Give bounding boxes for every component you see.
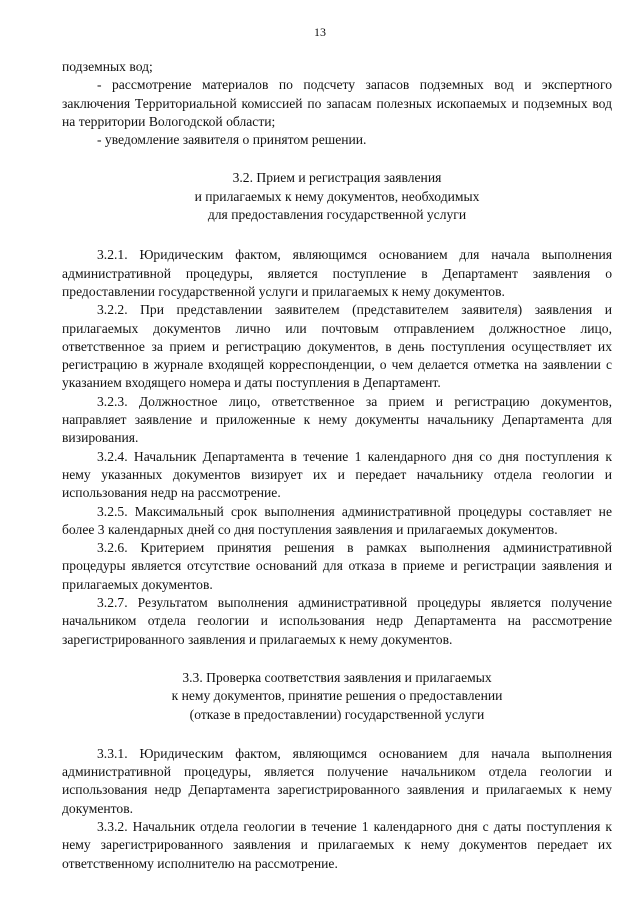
paragraph-3-2-2: 3.2.2. При представлении заявителем (представителем заявителя) заявления и прилагаемых документов лично или почтовым отправлением должностное лицо, ответственное за прием и регистрацию документов, в день поступления осуществляет их регистрацию в журнале входящей корреспонденции, о чем делается отметка на заявлении с указанием входящего номера и даты поступления в Департамент. xyxy=(62,302,612,391)
paragraph-3-2-7: 3.2.7. Результатом выполнения административной процедуры является получение начальником отдела геологии и использования недр Департамента на рассмотрение зарегистрированного заявления и прилагаемых к нему документов. xyxy=(62,595,612,647)
heading-line: 3.3. Проверка соответствия заявления и прилагаемых xyxy=(182,669,492,685)
paragraph-3-2-6: 3.2.6. Критерием принятия решения в рамках выполнения административной процедуры является отсутствие оснований для отказа в приеме и регистрации заявления и прилагаемых документов. xyxy=(62,540,612,592)
paragraph-list-item: - рассмотрение материалов по подсчету запасов подземных вод и экспертного заключения Территориальной комиссией по запасам полезных ископаемых и подземных вод на территории Вологодской области; xyxy=(62,77,612,129)
paragraph-3-2-3: 3.2.3. Должностное лицо, ответственное за прием и регистрацию документов, направляет заявление и приложенные к нему документы начальнику Департамента для визирования. xyxy=(62,393,612,446)
heading-line: к нему документов, принятие решения о предоставлении xyxy=(171,688,503,704)
paragraph-continuation: подземных вод; xyxy=(62,59,153,74)
page-number: 13 xyxy=(314,25,326,39)
heading-line: для предоставления государственной услуги xyxy=(207,207,467,223)
paragraph-3-2-1: 3.2.1. Юридическим фактом, являющимся основанием для начала выполнения административной процедуры, является поступление в Департамент заявления о предоставлении государственной услуги и прилагаемых к нему документов. xyxy=(62,247,612,299)
paragraph-3-3-2: 3.3.2. Начальник отдела геологии в течение 1 календарного дня с даты поступления к нему зарегистрированного заявления и прилагаемых к нему документов передает их ответственному исполнителю на рассмотрение. xyxy=(62,818,612,871)
heading-line: 3.2. Прием и регистрация заявления xyxy=(232,170,442,186)
paragraph-3-2-4: 3.2.4. Начальник Департамента в течение 1 календарного дня со дня поступления к нему указанных документов визирует их и передает начальнику отдела геологии и использования недр на рассмотрение. xyxy=(62,448,612,501)
document-body xyxy=(62,58,612,873)
paragraph-3-3-1: 3.3.1. Юридическим фактом, являющимся основанием для начала выполнения административной процедуры, является получение начальником отдела геологии и использования недр Департамента зарегистрированного заявления и прилагаемых к нему документов. xyxy=(62,745,612,816)
paragraph-list-item: - уведомление заявителя о принятом решении. xyxy=(97,132,367,148)
heading-line: (отказе в предоставлении) государственной услуги xyxy=(189,706,485,722)
heading-line: и прилагаемых к нему документов, необходимых xyxy=(194,188,480,204)
section-heading-3-2 xyxy=(62,169,612,224)
section-heading-3-3 xyxy=(62,669,612,724)
paragraph-3-2-5: 3.2.5. Максимальный срок выполнения административной процедуры составляет не более 3 календарных дней со дня поступления заявления и прилагаемых документов. xyxy=(62,503,612,537)
